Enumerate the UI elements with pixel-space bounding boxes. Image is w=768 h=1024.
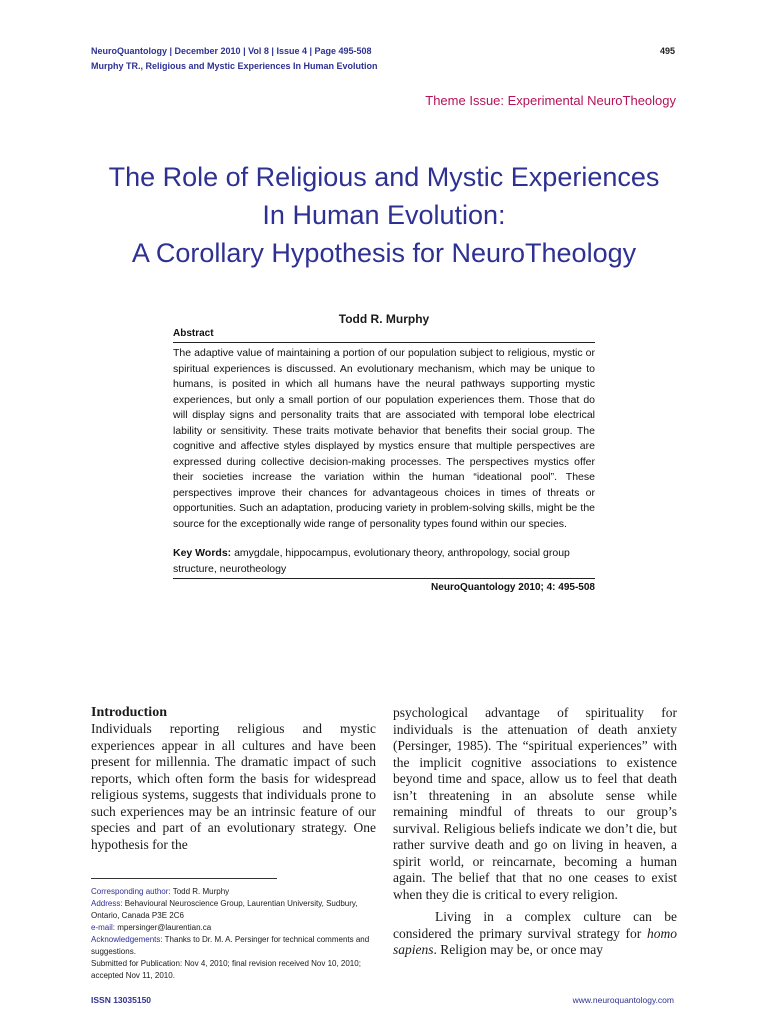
page-number: 495 <box>660 46 676 56</box>
address-value: Behavioural Neuroscience Group, Laurentian University, Sudbury, Ontario, Canada P3E 2C6 <box>91 899 358 920</box>
email-label: e-mail: <box>91 923 116 932</box>
ack-label: Acknowledgements: <box>91 935 163 944</box>
abstract-divider <box>173 342 595 343</box>
email <box>91 922 376 934</box>
title-line-2: In Human Evolution: <box>262 200 506 230</box>
theme-issue-label: Theme Issue: Experimental NeuroTheology <box>425 93 676 108</box>
keywords-text: amygdale, hippocampus, evolutionary theory, anthropology, social group structure, neurotheology <box>173 547 570 575</box>
left-column <box>91 704 376 853</box>
para2-end: . Religion may be, or once may <box>433 942 603 957</box>
website-link[interactable]: www.neuroquantology.com <box>572 995 674 1005</box>
keywords-label: Key Words: <box>173 547 232 559</box>
ack-value: Thanks to Dr. M. A. Persinger for technical comments and suggestions. <box>91 935 370 956</box>
right-column <box>393 705 677 959</box>
citation: NeuroQuantology 2010; 4: 495-508 <box>431 582 595 593</box>
keywords-divider <box>173 578 595 579</box>
corresponding-value: Todd R. Murphy <box>170 887 230 896</box>
right-paragraph-2 <box>393 909 677 959</box>
footnote-divider <box>91 878 277 879</box>
acknowledgements <box>91 934 376 958</box>
footnotes <box>91 886 376 982</box>
title-line-1: The Role of Religious and Mystic Experiences <box>108 162 660 192</box>
keywords <box>173 546 595 577</box>
issn: ISSN 13035150 <box>91 995 152 1005</box>
submission-dates: Submitted for Publication: Nov 4, 2010; final revision received Nov 10, 2010; accepted Nov 11, 2010. <box>91 959 361 980</box>
running-title: Murphy TR., Religious and Mystic Experiences In Human Evolution <box>91 61 378 71</box>
address-label: Address: <box>91 899 123 908</box>
introduction-heading: Introduction <box>91 705 167 720</box>
title-line-3: A Corollary Hypothesis for NeuroTheology <box>131 238 637 268</box>
corresponding-author <box>91 886 376 898</box>
para2-italic: homo sapiens <box>393 925 677 957</box>
article-title <box>60 158 708 272</box>
author-name: Todd R. Murphy <box>338 312 430 326</box>
abstract-section <box>173 328 595 593</box>
para2-start: Living in a complex culture can be considered the primary survival strategy for <box>393 909 677 941</box>
introduction-text: Individuals reporting religious and mystic experiences appear in all cultures and have been present for millennia. The dramatic impact of such reports, which often form the basis for widespread religious systems, suggests that individuals prone to such experiences may be an intrinsic feature of our species and part of an evolutionary strategy. One hypothesis for the <box>91 721 376 852</box>
email-value[interactable]: mpersinger@laurentian.ca <box>115 923 212 932</box>
abstract-heading: Abstract <box>173 328 214 339</box>
address <box>91 898 376 922</box>
corresponding-label: Corresponding author: <box>91 887 171 896</box>
abstract-text: The adaptive value of maintaining a portion of our population subject to religious, mystic or spiritual experiences is discussed. An evolutionary mechanism, which may be unique to humans, is posited in which all humans have the neural pathways supporting mystic experiences, but only a small portion of our population experiences them. Those that do will display signs and personality traits that are associated with temporal lobe electrical lability or sensitivity. These traits motivate behavior that benefits their social group. The cognitive and affective styles displayed by mystics ensure that multiple perspectives are expressed during collective decision-making processes. The perspectives mystics offer their societies increase the variation within the human “ideational pool”. These perspectives improve their chances for advantageous choices in times of threats or opportunities. Such an adaptation, producing variety in problem-solving skills, might be the source for the exceptionally wide range of personality types found within our species. <box>173 347 595 530</box>
right-paragraph-1: psychological advantage of spirituality for individuals is the attenuation of death anxiety (Persinger, 1985). The “spiritual experiences” with the implicit cognitive associations to existence beyond time and space, allow us to feel that death isn’t threatening in an absolute sense while remaining mindful of threats to our group’s survival. Religious beliefs indicate we don’t die, but rather survive death and go on living in heaven, a spirit world, or reincarnate, becoming a human again. The belief that that no one ceases to exist when they die is critical to every religion. <box>393 705 677 902</box>
journal-info-line: NeuroQuantology | December 2010 | Vol 8 | Issue 4 | Page 495-508 <box>91 46 372 56</box>
